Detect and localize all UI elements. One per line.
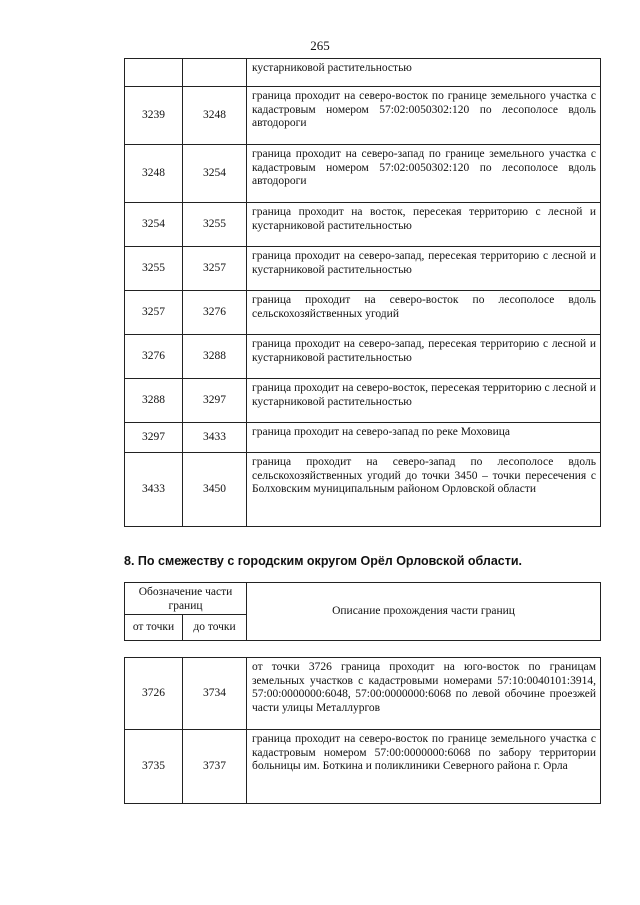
table-row	[125, 658, 601, 730]
to-point: 3248	[183, 87, 247, 145]
boundary-table-header	[124, 582, 601, 641]
description: кустарниковой растительностью	[247, 59, 601, 87]
description: от точки 3726 граница проходит на юго-восток по границам земельных участков с кадастровыми номерами 57:10:0040101:3914, 57:00:0000000:6048, 57:00:0000000:6068 по левой обочине проезжей части улицы Металлургов	[247, 658, 601, 730]
to-point	[183, 59, 247, 87]
to-point: 3734	[183, 658, 247, 730]
from-point	[125, 59, 183, 87]
description-header: Описание прохождения части границ	[247, 583, 601, 641]
table-row	[125, 335, 601, 379]
table-row	[125, 87, 601, 145]
to-point: 3450	[183, 453, 247, 527]
description: граница проходит на северо-запад по лесополосе вдоль сельскохозяйственных угодий до точки 3450 – точки пересечения с Болховским муниципальным районом Орловской области	[247, 453, 601, 527]
description: граница проходит на северо-запад по реке Моховица	[247, 423, 601, 453]
boundary-table-top	[124, 58, 601, 527]
to-point: 3737	[183, 730, 247, 804]
to-point: 3257	[183, 247, 247, 291]
table-row	[125, 453, 601, 527]
table-row	[125, 379, 601, 423]
from-point: 3254	[125, 203, 183, 247]
description: граница проходит на северо-восток по лесополосе вдоль сельскохозяйственных угодий	[247, 291, 601, 335]
description: граница проходит на восток, пересекая территорию с лесной и кустарниковой растительностью	[247, 203, 601, 247]
table-row	[125, 145, 601, 203]
to-point-header: до точки	[183, 615, 247, 641]
from-point: 3297	[125, 423, 183, 453]
description: граница проходит на северо-восток, пересекая территорию с лесной и кустарниковой растительностью	[247, 379, 601, 423]
from-point: 3288	[125, 379, 183, 423]
to-point: 3276	[183, 291, 247, 335]
from-point: 3726	[125, 658, 183, 730]
table-row	[125, 291, 601, 335]
table-row	[125, 247, 601, 291]
table-row	[125, 730, 601, 804]
to-point: 3433	[183, 423, 247, 453]
from-point: 3255	[125, 247, 183, 291]
section-heading: 8. По смежеству с городским округом Орёл Орловской области.	[124, 554, 523, 568]
to-point: 3254	[183, 145, 247, 203]
designation-header: Обозначение части границ	[125, 583, 247, 615]
to-point: 3255	[183, 203, 247, 247]
description: граница проходит на северо-восток по границе земельного участка с кадастровым номером 57:00:0000000:6068 по забору территории больницы им. Боткина и поликлиники Северного района г. Орла	[247, 730, 601, 804]
page-number: 265	[310, 38, 330, 53]
from-point-header: от точки	[125, 615, 183, 641]
from-point: 3248	[125, 145, 183, 203]
from-point: 3433	[125, 453, 183, 527]
boundary-table-bottom	[124, 657, 601, 804]
from-point: 3276	[125, 335, 183, 379]
description: граница проходит на северо-запад, пересекая территорию с лесной и кустарниковой растительностью	[247, 335, 601, 379]
table-row	[125, 423, 601, 453]
to-point: 3297	[183, 379, 247, 423]
description: граница проходит на северо-восток по границе земельного участка с кадастровым номером 57:02:0050302:120 по лесополосе вдоль автодороги	[247, 87, 601, 145]
table-row	[125, 59, 601, 87]
from-point: 3735	[125, 730, 183, 804]
description: граница проходит на северо-запад, пересекая территорию с лесной и кустарниковой растительностью	[247, 247, 601, 291]
to-point: 3288	[183, 335, 247, 379]
description: граница проходит на северо-запад по границе земельного участка с кадастровым номером 57:02:0050302:120 по лесополосе вдоль автодороги	[247, 145, 601, 203]
from-point: 3257	[125, 291, 183, 335]
from-point: 3239	[125, 87, 183, 145]
table-row	[125, 203, 601, 247]
